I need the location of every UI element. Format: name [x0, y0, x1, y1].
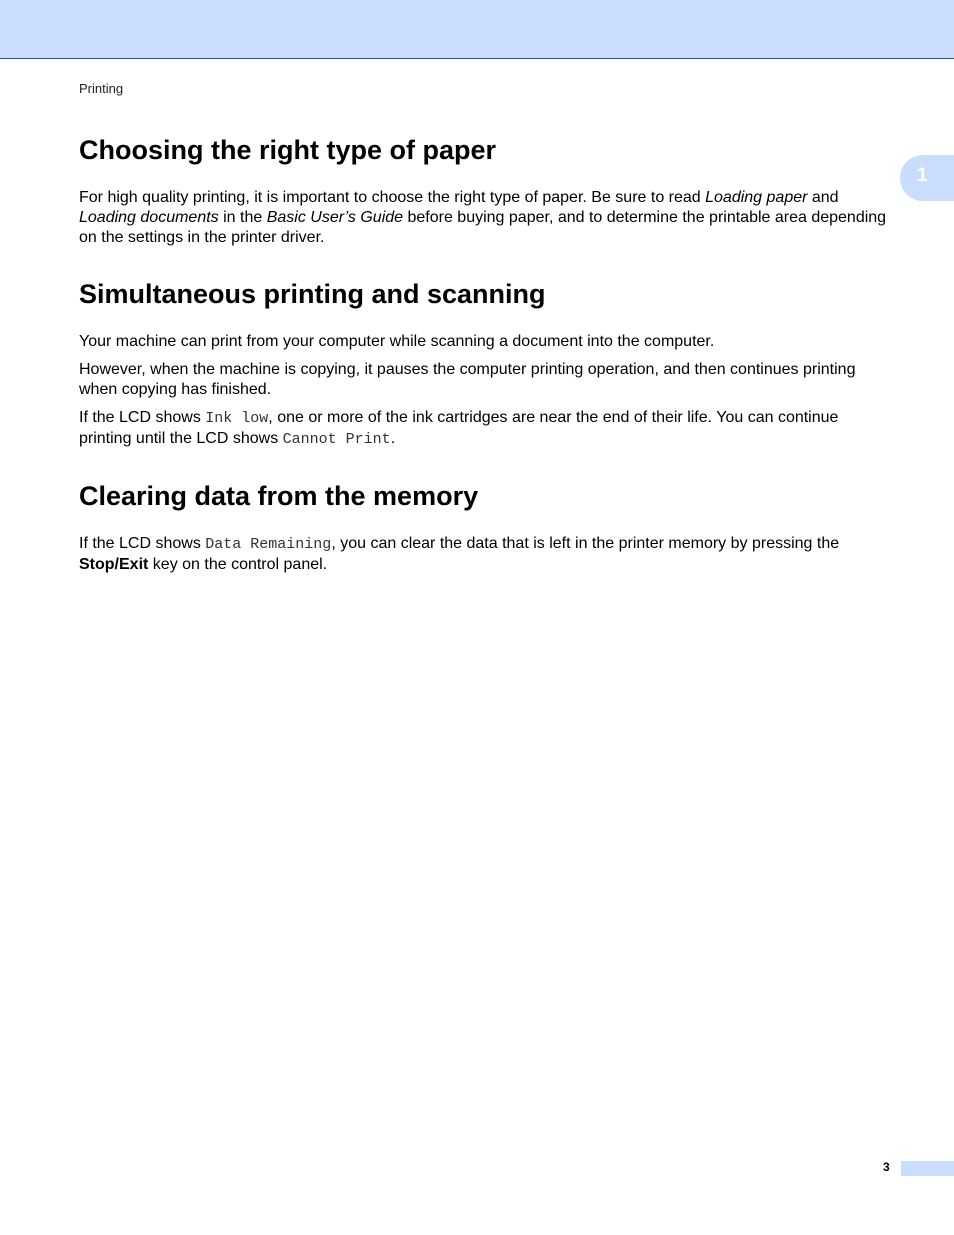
text: in the — [218, 209, 267, 226]
key-name: Stop/Exit — [79, 556, 149, 573]
text: and — [807, 189, 839, 206]
footer-bar — [901, 1161, 954, 1176]
chapter-tab — [900, 155, 954, 201]
text: , you can clear the data that is left in the printer memory by pressing the — [331, 535, 840, 552]
text: If the LCD shows — [79, 535, 206, 552]
header-band — [0, 0, 954, 59]
paragraph — [79, 408, 891, 450]
section-title: Simultaneous printing and scanning — [79, 279, 546, 309]
lcd-message: Ink low — [205, 410, 269, 427]
reference-italic: Basic User’s Guide — [266, 209, 404, 226]
paragraph — [79, 534, 891, 575]
paragraph: Your machine can print from your computer while scanning a document into the computer. — [79, 333, 715, 350]
text: key on the control panel. — [148, 556, 328, 573]
reference-italic: Loading documents — [79, 209, 219, 226]
text: , one or more of the ink cartridges are near the end of their life. You can continue printing until the LCD shows — [79, 409, 839, 447]
reference-italic: Loading paper — [705, 189, 808, 206]
chapter-number: 1 — [917, 165, 928, 186]
lcd-message: Cannot Print — [282, 431, 391, 448]
text: . — [390, 430, 396, 447]
breadcrumb: Printing — [79, 81, 124, 96]
section-title: Choosing the right type of paper — [79, 135, 496, 165]
text: If the LCD shows — [79, 409, 206, 426]
text: before buying paper, and to determine the printable area depending on the settings in the printer driver. — [79, 209, 887, 246]
page-content — [79, 132, 891, 603]
paragraph — [79, 188, 891, 248]
section-paper-type — [79, 132, 891, 248]
section-simultaneous — [79, 276, 891, 450]
page-number: 3 — [883, 1160, 890, 1174]
paragraph: However, when the machine is copying, it pauses the computer printing operation, and then continues printing when copying has finished. — [79, 361, 856, 398]
text: For high quality printing, it is important to choose the right type of paper. Be sure to read — [79, 189, 706, 206]
lcd-message: Data Remaining — [205, 536, 332, 553]
section-clearing-memory — [79, 478, 891, 575]
section-title: Clearing data from the memory — [79, 481, 479, 511]
